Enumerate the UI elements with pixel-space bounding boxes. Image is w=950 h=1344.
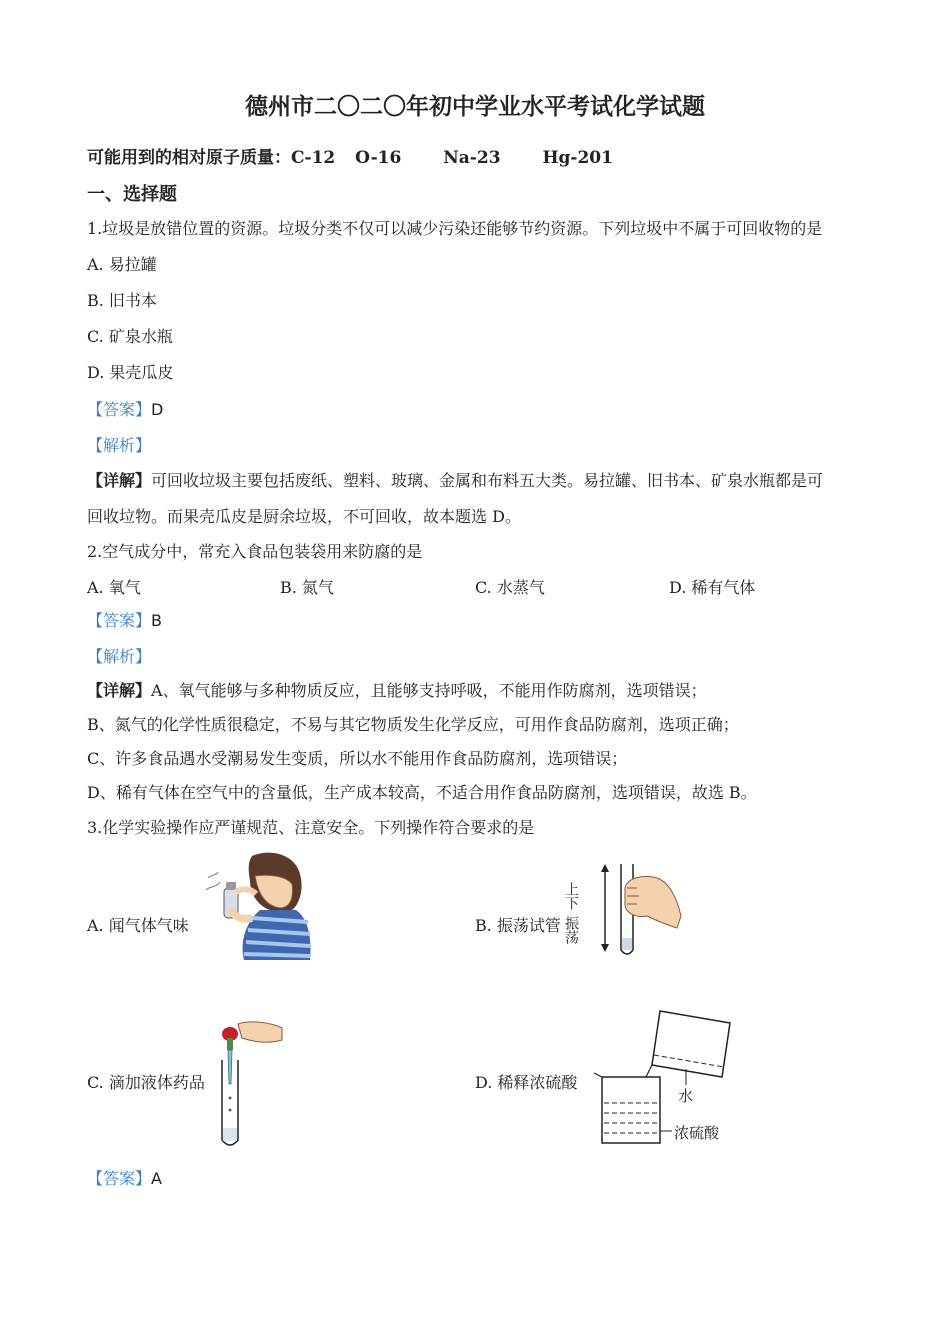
atomic-mass-na: Na-23 bbox=[443, 148, 501, 168]
q2-option-a: A. 氧气 bbox=[87, 578, 141, 597]
q1-detail-label: 【详解】 bbox=[87, 471, 152, 490]
figure-d-label-water: 水 bbox=[678, 1087, 694, 1105]
q1-option-d: D. 果壳瓜皮 bbox=[87, 363, 174, 382]
q3-option-a: A. 闻气体气味 bbox=[87, 916, 189, 935]
q2-option-b: B. 氮气 bbox=[280, 578, 334, 597]
q2-detail-2: B、氮气的化学性质很稳定，不易与其它物质发生化学反应，可用作食品防腐剂，选项正确； bbox=[87, 715, 739, 734]
q1-answer-label: 【答案】 bbox=[87, 400, 152, 419]
q2-detail-1 bbox=[87, 678, 707, 701]
q1-option-a: A. 易拉罐 bbox=[87, 255, 157, 274]
q3-option-b: B. 振荡试管 bbox=[475, 916, 561, 935]
q2-answer-label: 【答案】 bbox=[87, 611, 152, 630]
figure-shake-tube bbox=[565, 858, 685, 966]
atomic-mass-label: 可能用到的相对原子质量： bbox=[87, 148, 291, 168]
q1-detail-text-1: 可回收垃圾主要包括废纸、塑料、玻璃、金属和布料五大类。易拉罐、旧书本、矿泉水瓶都是可 bbox=[151, 471, 824, 490]
q2-answer bbox=[87, 608, 162, 631]
q1-stem: 1.垃圾是放错位置的资源。垃圾分类不仅可以减少污染还能够节约资源。下列垃圾中不属于可回收物的是 bbox=[87, 219, 823, 238]
q3-stem: 3.化学实验操作应严谨规范、注意安全。下列操作符合要求的是 bbox=[87, 818, 535, 837]
section-heading: 一、选择题 bbox=[87, 184, 177, 205]
atomic-mass-o: O-16 bbox=[355, 148, 402, 168]
q2-analysis-label: 【解析】 bbox=[87, 647, 152, 666]
q1-detail-1 bbox=[87, 468, 823, 491]
q1-answer bbox=[87, 397, 163, 420]
q2-stem: 2.空气成分中，常充入食品包装袋用来防腐的是 bbox=[87, 542, 423, 561]
q2-option-d: D. 稀有气体 bbox=[669, 578, 756, 597]
q1-detail-2: 回收垃物。而果壳瓜皮是厨余垃圾，不可回收，故本题选 D。 bbox=[87, 507, 521, 526]
page-title: 德州市二〇二〇年初中学业水平考试化学试题 bbox=[245, 93, 705, 120]
q1-option-b: B. 旧书本 bbox=[87, 291, 157, 310]
figure-d-label-acid: 浓硫酸 bbox=[674, 1124, 720, 1142]
q3-answer-label: 【答案】 bbox=[87, 1169, 152, 1188]
atomic-mass-line bbox=[87, 143, 613, 168]
q1-answer-value: D bbox=[151, 400, 164, 419]
q3-answer-value: A bbox=[151, 1169, 162, 1188]
atomic-mass-hg: Hg-201 bbox=[542, 148, 613, 168]
figure-b-label-shake: 振荡 bbox=[563, 916, 579, 944]
q3-answer bbox=[87, 1166, 162, 1189]
q3-option-d: D. 稀释浓硫酸 bbox=[475, 1073, 578, 1092]
q1-option-c: C. 矿泉水瓶 bbox=[87, 327, 173, 346]
q2-option-c: C. 水蒸气 bbox=[475, 578, 545, 597]
atomic-mass-c: C-12 bbox=[291, 148, 336, 168]
q2-detail-text-1: A、氧气能够与多种物质反应，且能够支持呼吸，不能用作防腐剂，选项错误； bbox=[151, 681, 707, 700]
q2-detail-3: C、许多食品遇水受潮易发生变质，所以水不能用作食品防腐剂，选项错误； bbox=[87, 749, 628, 768]
q2-answer-value: B bbox=[151, 611, 162, 630]
figure-b-label-up-down: 上下 bbox=[563, 882, 579, 910]
q2-detail-4: D、稀有气体在空气中的含量低，生产成本较高，不适合用作食品防腐剂，选项错误，故选 B。 bbox=[87, 783, 757, 802]
figure-smell-gas bbox=[200, 848, 315, 963]
figure-dilute-acid bbox=[590, 1003, 740, 1148]
q1-analysis-label: 【解析】 bbox=[87, 436, 152, 455]
figure-drop-liquid bbox=[210, 1018, 285, 1150]
q2-detail-label: 【详解】 bbox=[87, 681, 152, 700]
q3-option-c: C. 滴加液体药品 bbox=[87, 1073, 205, 1092]
